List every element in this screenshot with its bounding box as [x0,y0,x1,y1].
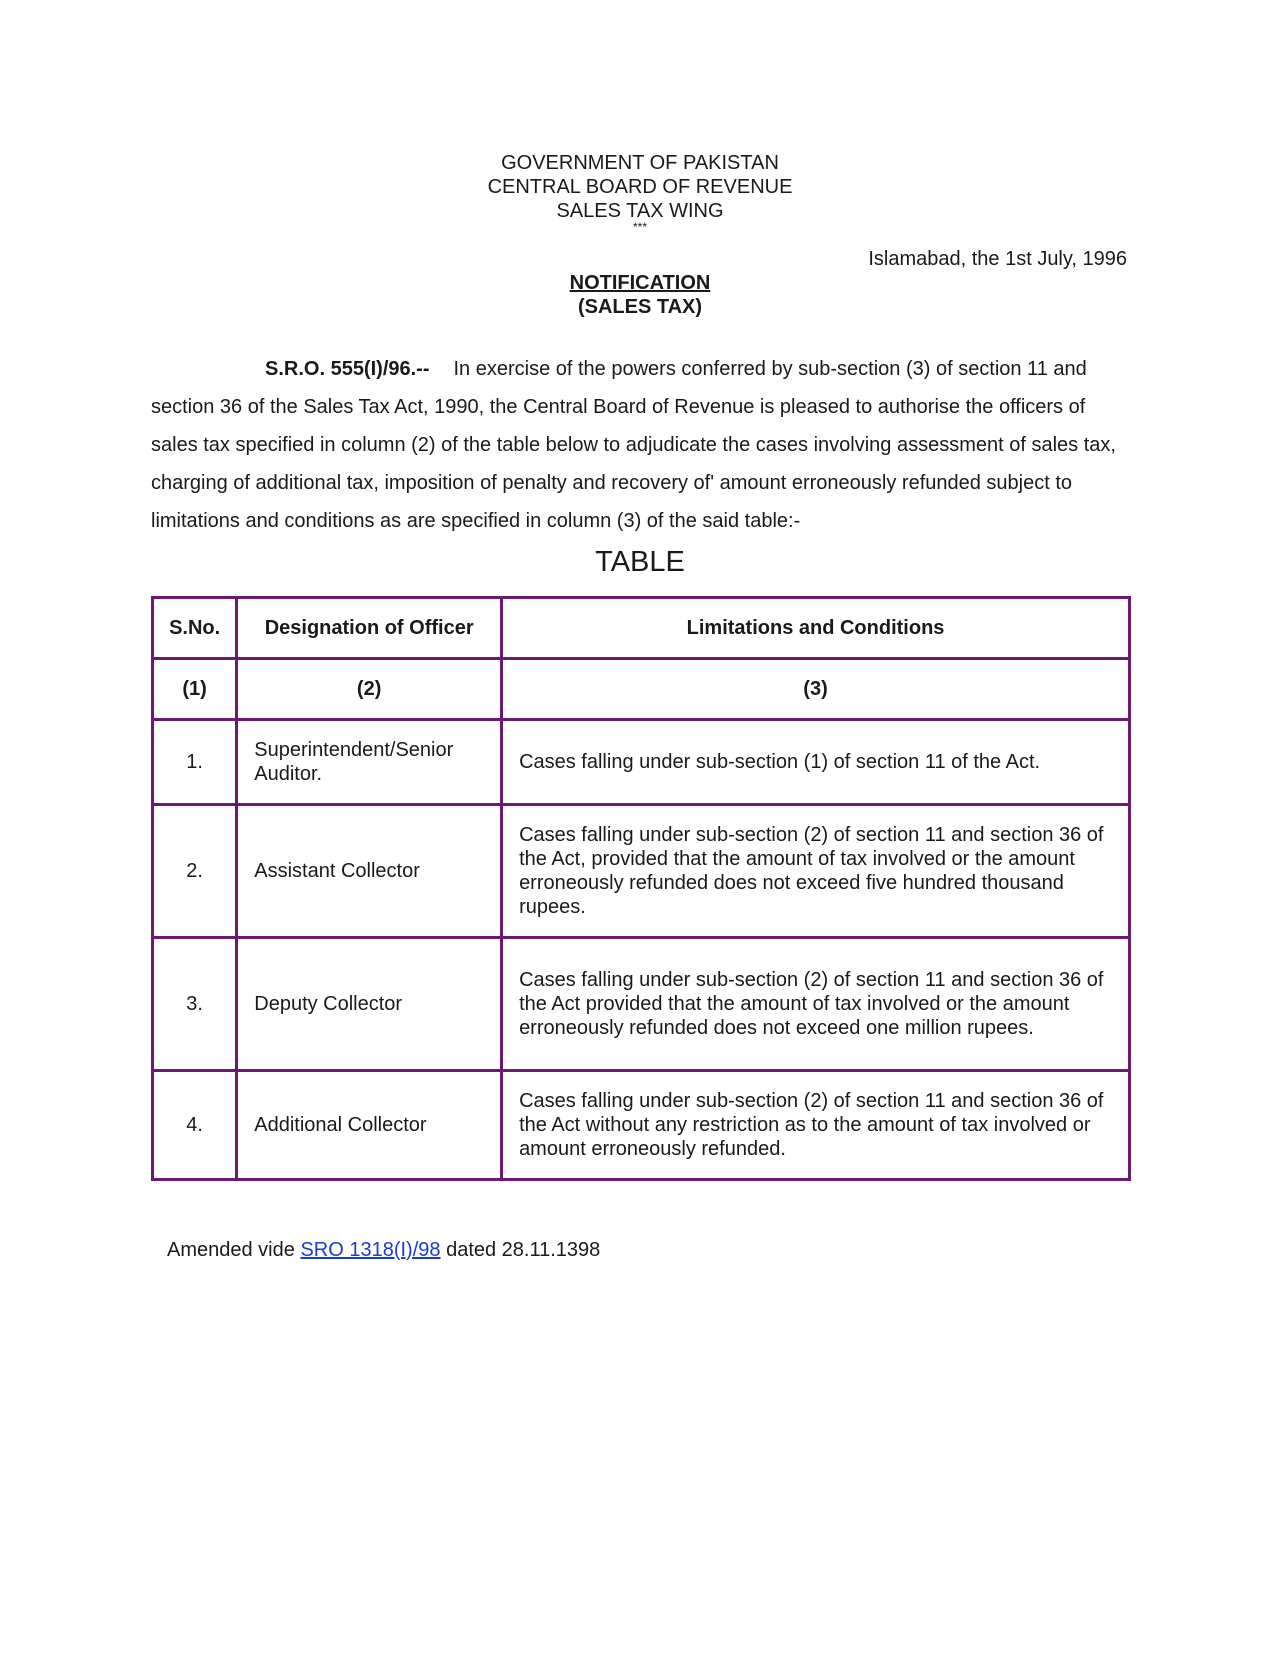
row-conditions: Cases falling under sub-section (2) of section 11 and section 36 of the Act without any restriction as to the amount of tax involved or amount erroneously refunded. [502,1071,1130,1180]
column-number: (3) [502,659,1130,720]
table-row [153,938,1130,1071]
row-sno: 3. [153,938,237,1071]
notification-subheading: (SALES TAX) [577,296,703,318]
table-row [153,805,1130,938]
body-text: In exercise of the powers conferred by sub-section (3) of section 11 and section 36 of the Sales Tax Act, 1990, the Central Board of Revenue is pleased to authorise the officers of sales tax specified in column (2) of the table below to adjudicate the cases involving assessment of sales tax, charging of additional tax, imposition of penalty and recovery of' amount erroneously refunded subject to limitations and conditions as are specified in column (3) of the said table:- [151,358,1116,532]
row-conditions: Cases falling under sub-section (2) of section 11 and section 36 of the Act provided that the amount of tax involved or the amount erroneously refunded does not exceed one million rupees. [502,938,1130,1071]
wing-title: SALES TAX WING [556,200,724,222]
row-designation: Deputy Collector [237,938,502,1071]
header-separator-stars: *** [632,220,647,234]
amendment-note [167,1238,600,1262]
row-conditions: Cases falling under sub-section (1) of section 11 of the Act. [502,720,1130,805]
table-row [153,1071,1130,1180]
notification-body [151,350,1131,540]
table-heading: TABLE [595,546,685,578]
place-date-line: Islamabad, the 1st July, 1996 [868,248,1127,270]
notification-heading: NOTIFICATION [569,272,711,294]
board-title: CENTRAL BOARD OF REVENUE [487,176,793,198]
header-sno: S.No. [153,598,237,659]
adjudication-table [151,596,1131,1181]
column-number: (1) [153,659,237,720]
row-designation: Additional Collector [237,1071,502,1180]
table-header-row [153,598,1130,659]
table-row [153,720,1130,805]
notification-title [0,271,1280,319]
amendment-suffix: dated 28.11.1398 [446,1239,601,1261]
row-sno: 2. [153,805,237,938]
row-sno: 4. [153,1071,237,1180]
row-sno: 1. [153,720,237,805]
row-designation: Superintendent/Senior Auditor. [237,720,502,805]
header-designation: Designation of Officer [237,598,502,659]
row-conditions: Cases falling under sub-section (2) of section 11 and section 36 of the Act, provided that the amount of tax involved or the amount erroneously refunded does not exceed five hundred thousand rupees. [502,805,1130,938]
column-number: (2) [237,659,502,720]
column-number-row [153,659,1130,720]
government-title: GOVERNMENT OF PAKISTAN [501,152,779,174]
amendment-sro-link[interactable]: SRO 1318(I)/98 [300,1239,441,1261]
amendment-prefix: Amended vide [167,1239,295,1261]
row-designation: Assistant Collector [237,805,502,938]
sro-number: S.R.O. 555(I)/96.-- [265,358,430,380]
letterhead [0,151,1280,233]
header-conditions: Limitations and Conditions [502,598,1130,659]
